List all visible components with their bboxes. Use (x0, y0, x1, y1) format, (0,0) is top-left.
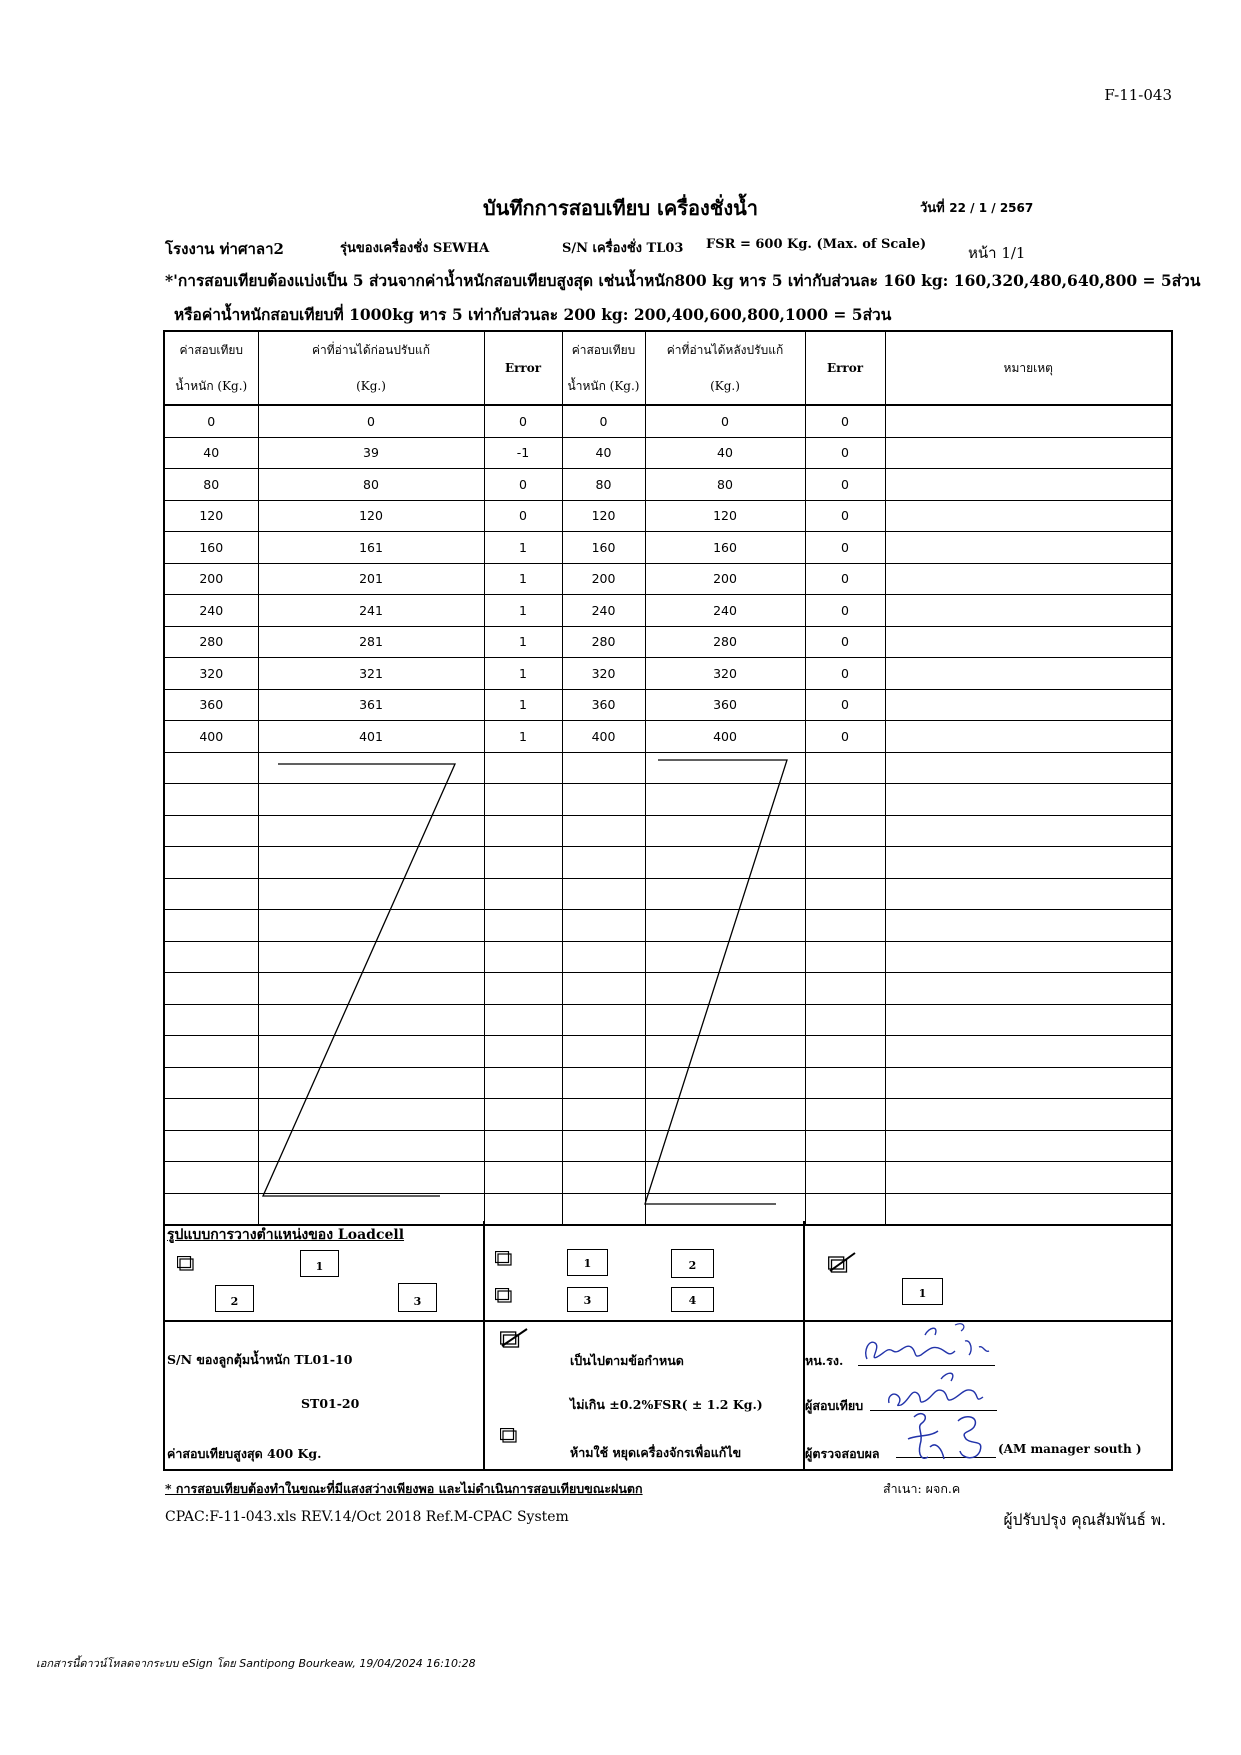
table-row (164, 532, 1172, 564)
cell-ref-weight-after (562, 1067, 645, 1099)
cell-reading-after (645, 752, 805, 784)
cell-error-after: 0 (805, 405, 885, 437)
cell-error-before (484, 1162, 562, 1194)
loadcell-b-4: 4 (671, 1287, 714, 1312)
cell-ref-weight (164, 1036, 258, 1068)
table-row (164, 878, 1172, 910)
loadcell-a-2: 2 (215, 1285, 254, 1312)
col-reading-before: ค่าที่อ่านได้ก่อนปรับแก้ (Kg.) (258, 331, 484, 405)
cell-ref-weight-after: 200 (562, 563, 645, 595)
cell-error-before (484, 1193, 562, 1225)
cell-remark (885, 910, 1172, 942)
cell-error-before (484, 878, 562, 910)
cell-ref-weight-after: 120 (562, 500, 645, 532)
cell-reading-after (645, 1036, 805, 1068)
cell-reading-before (258, 878, 484, 910)
cell-ref-weight (164, 1162, 258, 1194)
checkbox-pass-checked[interactable] (500, 1328, 528, 1350)
cell-remark (885, 1162, 1172, 1194)
cell-ref-weight (164, 941, 258, 973)
loadcell-title: รูปแบบการวางตำแหน่งของ Loadcell (167, 1227, 405, 1243)
cell-ref-weight: 280 (164, 626, 258, 658)
cell-error-after: 0 (805, 658, 885, 690)
cell-ref-weight-after: 40 (562, 437, 645, 469)
checkbox-layout-c-checked[interactable] (828, 1252, 856, 1274)
cell-reading-before: 39 (258, 437, 484, 469)
cell-reading-before: 80 (258, 469, 484, 501)
cell-reading-before (258, 752, 484, 784)
cell-error-before (484, 1004, 562, 1036)
cell-error-after: 0 (805, 532, 885, 564)
cell-reading-after (645, 973, 805, 1005)
cell-remark (885, 437, 1172, 469)
scale-serial: S/N เครื่องชั่ง TL03 (562, 241, 684, 256)
cell-reading-before: 321 (258, 658, 484, 690)
cell-reading-before (258, 784, 484, 816)
cell-reading-before (258, 1036, 484, 1068)
factory-name: โรงงาน ท่าศาลา2 (165, 240, 284, 258)
cell-ref-weight-after (562, 1036, 645, 1068)
cell-remark (885, 941, 1172, 973)
cell-remark (885, 626, 1172, 658)
cell-error-after: 0 (805, 721, 885, 753)
cell-error-before: 0 (484, 469, 562, 501)
cell-reading-before: 201 (258, 563, 484, 595)
cell-reading-before (258, 1099, 484, 1131)
cell-error-before (484, 1067, 562, 1099)
date-value: 22 / 1 / 2567 (949, 201, 1034, 215)
cell-reading-before (258, 1004, 484, 1036)
cell-error-after (805, 1162, 885, 1194)
cell-remark (885, 752, 1172, 784)
cell-reading-before (258, 910, 484, 942)
table-row (164, 563, 1172, 595)
cell-reading-after (645, 1193, 805, 1225)
cell-error-after: 0 (805, 563, 885, 595)
cell-ref-weight-after (562, 910, 645, 942)
cell-error-before (484, 847, 562, 879)
cell-error-after (805, 878, 885, 910)
inspector-signature-image (900, 1409, 995, 1467)
cell-ref-weight-after (562, 784, 645, 816)
cell-ref-weight: 240 (164, 595, 258, 627)
cell-reading-before: 161 (258, 532, 484, 564)
cell-error-after (805, 1004, 885, 1036)
cell-reading-before (258, 1162, 484, 1194)
cell-ref-weight-after (562, 752, 645, 784)
cell-ref-weight-after (562, 878, 645, 910)
cell-remark (885, 689, 1172, 721)
cell-reading-before (258, 847, 484, 879)
table-row (164, 973, 1172, 1005)
cell-remark (885, 878, 1172, 910)
calibrator-signature-label: ผู้สอบเทียบ (805, 1398, 864, 1413)
checkbox-fail[interactable] (500, 1428, 517, 1443)
cell-ref-weight-after (562, 847, 645, 879)
cell-error-after: 0 (805, 689, 885, 721)
cell-remark (885, 658, 1172, 690)
table-row (164, 815, 1172, 847)
cell-reading-after (645, 815, 805, 847)
table-row (164, 847, 1172, 879)
cell-error-after (805, 815, 885, 847)
cell-error-before: 1 (484, 626, 562, 658)
cell-ref-weight (164, 815, 258, 847)
cell-error-after (805, 1193, 885, 1225)
cell-reading-before (258, 1067, 484, 1099)
cell-remark (885, 1036, 1172, 1068)
cell-ref-weight-after: 400 (562, 721, 645, 753)
cell-error-after (805, 1036, 885, 1068)
cell-error-before (484, 941, 562, 973)
cell-error-before (484, 784, 562, 816)
cell-error-before: 0 (484, 500, 562, 532)
cell-ref-weight (164, 910, 258, 942)
cell-reading-after: 80 (645, 469, 805, 501)
cell-remark (885, 1099, 1172, 1131)
esign-footer: เอกสารนี้ดาวน์โหลดจากระบบ eSign โดย Santipong Bourkeaw, 19/04/2024 16:10:28 (36, 1657, 476, 1670)
cell-error-before (484, 815, 562, 847)
head-signature-image (855, 1321, 995, 1369)
cell-ref-weight: 360 (164, 689, 258, 721)
table-row (164, 1004, 1172, 1036)
cell-reading-before (258, 815, 484, 847)
cell-ref-weight (164, 1067, 258, 1099)
cell-remark (885, 405, 1172, 437)
table-row (164, 469, 1172, 501)
result-limit-label: ไม่เกิน ±0.2%FSR( ± 1.2 Kg.) (570, 1397, 763, 1412)
cell-error-after (805, 910, 885, 942)
cell-reading-after (645, 1099, 805, 1131)
table-row (164, 626, 1172, 658)
cell-reading-before: 361 (258, 689, 484, 721)
cell-reading-after: 120 (645, 500, 805, 532)
cell-reading-before (258, 1130, 484, 1162)
cell-error-after (805, 1130, 885, 1162)
cell-ref-weight-after (562, 815, 645, 847)
head-signature-label: หน.รง. (805, 1353, 844, 1368)
cell-ref-weight-after: 280 (562, 626, 645, 658)
cell-remark (885, 973, 1172, 1005)
table-row (164, 595, 1172, 627)
cell-error-after (805, 1099, 885, 1131)
cell-error-before: 1 (484, 563, 562, 595)
table-row (164, 752, 1172, 784)
cell-remark (885, 847, 1172, 879)
col-error-after: Error (805, 331, 885, 405)
loadcell-b-1: 1 (567, 1249, 608, 1276)
cell-reading-before: 401 (258, 721, 484, 753)
cell-error-after (805, 847, 885, 879)
cell-reading-before: 241 (258, 595, 484, 627)
cell-error-before (484, 752, 562, 784)
loadcell-a-3: 3 (398, 1283, 437, 1312)
loadcell-c-1: 1 (902, 1278, 943, 1305)
cell-error-before (484, 910, 562, 942)
copy-to: สำเนา: ผจก.ค (883, 1481, 961, 1496)
cell-ref-weight (164, 847, 258, 879)
cell-remark (885, 469, 1172, 501)
loadcell-a-1: 1 (300, 1250, 339, 1277)
cell-remark (885, 1004, 1172, 1036)
cell-error-after: 0 (805, 595, 885, 627)
col-remark: หมายเหตุ (885, 331, 1172, 405)
date-label: วันที่ (920, 201, 945, 216)
table-row (164, 1193, 1172, 1225)
document-date (920, 197, 1033, 218)
table-row (164, 1067, 1172, 1099)
cell-reading-after: 0 (645, 405, 805, 437)
cell-error-before (484, 1130, 562, 1162)
cell-reading-after (645, 910, 805, 942)
result-pass-label: เป็นไปตามข้อกำหนด (570, 1353, 684, 1368)
cell-reading-before: 0 (258, 405, 484, 437)
cell-reading-after: 40 (645, 437, 805, 469)
table-row (164, 1130, 1172, 1162)
table-row (164, 437, 1172, 469)
cell-reading-after (645, 941, 805, 973)
table-header-row (164, 331, 1172, 405)
cell-error-before: 1 (484, 595, 562, 627)
divider (483, 1221, 485, 1469)
checkbox-layout-b[interactable] (495, 1251, 512, 1266)
cell-error-after: 0 (805, 626, 885, 658)
cell-ref-weight-after (562, 1193, 645, 1225)
cell-reading-after: 320 (645, 658, 805, 690)
inspector-signature-label: ผู้ตรวจสอบผล (805, 1446, 880, 1461)
cell-reading-before (258, 973, 484, 1005)
cell-reading-before (258, 1193, 484, 1225)
cell-ref-weight-after: 0 (562, 405, 645, 437)
cell-ref-weight (164, 1004, 258, 1036)
cell-reading-after: 360 (645, 689, 805, 721)
loadcell-b-3: 3 (567, 1287, 608, 1312)
cell-reading-after: 280 (645, 626, 805, 658)
cell-reading-before: 281 (258, 626, 484, 658)
footnote: * การสอบเทียบต้องทำในขณะที่มีแสงสว่างเพียงพอ และไม่ดำเนินการสอบเทียบขณะฝนตก (165, 1481, 643, 1496)
cell-ref-weight-after: 360 (562, 689, 645, 721)
document-reference: CPAC:F-11-043.xls REV.14/Oct 2018 Ref.M-CPAC System (165, 1509, 569, 1525)
checkbox-layout-a[interactable] (177, 1256, 194, 1271)
cell-remark (885, 563, 1172, 595)
cell-ref-weight-after: 160 (562, 532, 645, 564)
cell-error-before (484, 973, 562, 1005)
divider (803, 1221, 805, 1469)
cell-remark (885, 500, 1172, 532)
cell-ref-weight-after (562, 1099, 645, 1131)
cell-error-before: 1 (484, 658, 562, 690)
document-title: บันทึกการสอบเทียบ เครื่องชั่งน้ำ (482, 196, 759, 220)
document-improver: ผู้ปรับปรุง คุณสัมพันธ์ พ. (1003, 1511, 1166, 1529)
cell-ref-weight: 160 (164, 532, 258, 564)
cell-ref-weight-after (562, 973, 645, 1005)
cell-error-before (484, 1099, 562, 1131)
cell-ref-weight (164, 784, 258, 816)
cell-reading-after (645, 847, 805, 879)
table-row (164, 1099, 1172, 1131)
table-row (164, 500, 1172, 532)
cell-reading-after: 240 (645, 595, 805, 627)
cell-error-after (805, 1067, 885, 1099)
cell-reading-after (645, 784, 805, 816)
cell-ref-weight: 200 (164, 563, 258, 595)
cell-reading-after (645, 1067, 805, 1099)
cell-error-before: 1 (484, 689, 562, 721)
cell-error-before (484, 1036, 562, 1068)
checkbox-layout-b2[interactable] (495, 1288, 512, 1303)
weight-serial-label: S/N ของลูกตุ้มน้ำหนัก TL01-10 (167, 1352, 353, 1367)
cell-ref-weight: 80 (164, 469, 258, 501)
cell-ref-weight: 40 (164, 437, 258, 469)
cell-error-before: 1 (484, 532, 562, 564)
cell-ref-weight: 0 (164, 405, 258, 437)
cell-reading-after (645, 1162, 805, 1194)
table-row (164, 405, 1172, 437)
page-number: หน้า 1/1 (968, 244, 1026, 262)
inspector-title: (AM manager south ) (998, 1442, 1142, 1456)
loadcell-b-2: 2 (671, 1249, 714, 1278)
scale-model: รุ่นของเครื่องชั่ง SEWHA (340, 241, 490, 256)
col-ref-weight-after: ค่าสอบเทียบ น้ำหนัก (Kg.) (562, 331, 645, 405)
cell-ref-weight: 120 (164, 500, 258, 532)
cell-ref-weight (164, 1099, 258, 1131)
cell-reading-after (645, 878, 805, 910)
table-row (164, 721, 1172, 753)
cell-error-after: 0 (805, 437, 885, 469)
cell-ref-weight-after (562, 1162, 645, 1194)
cell-remark (885, 1067, 1172, 1099)
cell-reading-after (645, 1004, 805, 1036)
weight-serial-2: ST01-20 (301, 1396, 360, 1411)
col-error-before: Error (484, 331, 562, 405)
divider (165, 1320, 1171, 1322)
cell-error-after (805, 941, 885, 973)
cell-reading-after: 160 (645, 532, 805, 564)
cell-ref-weight: 400 (164, 721, 258, 753)
cell-error-after: 0 (805, 500, 885, 532)
cell-ref-weight-after: 320 (562, 658, 645, 690)
cell-error-after (805, 752, 885, 784)
table-row (164, 941, 1172, 973)
loadcell-result-section (163, 1221, 1173, 1471)
cell-ref-weight-after (562, 1130, 645, 1162)
cell-ref-weight-after: 240 (562, 595, 645, 627)
cell-ref-weight (164, 1130, 258, 1162)
cell-error-after (805, 784, 885, 816)
table-row (164, 1162, 1172, 1194)
cell-reading-before: 120 (258, 500, 484, 532)
scale-fsr: FSR = 600 Kg. (Max. of Scale) (706, 237, 927, 252)
cell-ref-weight (164, 1193, 258, 1225)
cell-remark (885, 815, 1172, 847)
cell-ref-weight: 320 (164, 658, 258, 690)
cell-remark (885, 1193, 1172, 1225)
cell-remark (885, 784, 1172, 816)
max-calibration: ค่าสอบเทียบสูงสุด 400 Kg. (167, 1446, 322, 1461)
cell-remark (885, 1130, 1172, 1162)
cell-reading-after: 200 (645, 563, 805, 595)
cell-remark (885, 532, 1172, 564)
table-row (164, 658, 1172, 690)
result-fail-label: ห้ามใช้ หยุดเครื่องจักรเพื่อแก้ไข (570, 1445, 742, 1460)
cell-remark (885, 595, 1172, 627)
col-ref-weight: ค่าสอบเทียบ น้ำหนัก (Kg.) (164, 331, 258, 405)
cell-reading-before (258, 941, 484, 973)
calibration-note-2: หรือค่าน้ำหนักสอบเทียบที่ 1000kg หาร 5 เท่ากับส่วนละ 200 kg: 200,400,600,800,1000 = 5ส่วน (174, 305, 892, 324)
cell-reading-after (645, 1130, 805, 1162)
calibration-note-1: *'การสอบเทียบต้องแบ่งเป็น 5 ส่วนจากค่าน้ำหนักสอบเทียบสูงสุด เช่นน้ำหนัก800 kg หาร 5 เท่ากับส่วนละ 160 kg: 160,320,480,640,800 = 5ส่วน (165, 271, 1201, 290)
cell-ref-weight (164, 973, 258, 1005)
table-row (164, 1036, 1172, 1068)
form-code: F-11-043 (1104, 86, 1172, 104)
cell-error-before: 1 (484, 721, 562, 753)
cell-ref-weight-after (562, 1004, 645, 1036)
cell-ref-weight (164, 878, 258, 910)
cell-error-after: 0 (805, 469, 885, 501)
cell-ref-weight (164, 752, 258, 784)
table-row (164, 784, 1172, 816)
col-reading-after: ค่าที่อ่านได้หลังปรับแก้ (Kg.) (645, 331, 805, 405)
cell-remark (885, 721, 1172, 753)
cell-error-before: 0 (484, 405, 562, 437)
cell-error-before: -1 (484, 437, 562, 469)
calibration-table (163, 330, 1173, 1226)
cell-ref-weight-after (562, 941, 645, 973)
cell-ref-weight-after: 80 (562, 469, 645, 501)
table-row (164, 689, 1172, 721)
cell-reading-after: 400 (645, 721, 805, 753)
table-row (164, 910, 1172, 942)
cell-error-after (805, 973, 885, 1005)
